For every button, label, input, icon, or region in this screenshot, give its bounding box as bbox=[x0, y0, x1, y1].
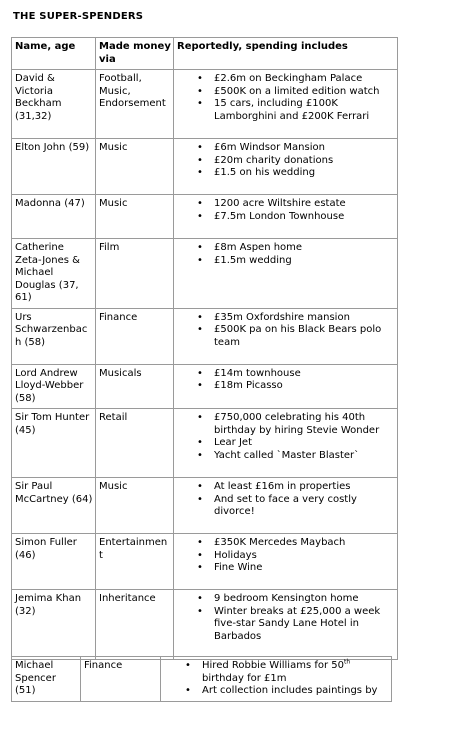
page-title: THE SUPER-SPENDERS bbox=[13, 11, 144, 22]
spending-list bbox=[177, 481, 395, 519]
spending-list bbox=[177, 368, 395, 393]
table-row bbox=[12, 239, 398, 309]
column-header-spending: Reportedly, spending includes bbox=[174, 38, 398, 70]
list-item: • 1200 acre Wiltshire estate bbox=[214, 198, 395, 211]
list-item: • Holidays bbox=[214, 550, 395, 563]
source-cell: Music bbox=[96, 478, 174, 534]
spending-cell bbox=[174, 308, 398, 364]
source-cell: Music bbox=[96, 195, 174, 239]
overflow-table bbox=[11, 656, 392, 702]
spending-cell bbox=[174, 409, 398, 478]
name-cell: Jemima Khan (32) bbox=[12, 590, 96, 660]
table-row bbox=[12, 139, 398, 195]
list-item: • £750,000 celebrating his 40th birthday by hiring Stevie Wonder bbox=[214, 412, 395, 437]
spending-list bbox=[177, 312, 395, 350]
source-cell: Football, Music, Endorsement bbox=[96, 70, 174, 139]
list-item: • Hired Robbie Williams for 50th birthday for £1m bbox=[202, 660, 389, 685]
name-cell: Michael Spencer (51) bbox=[12, 657, 81, 702]
spending-cell bbox=[174, 70, 398, 139]
list-item: • £18m Picasso bbox=[214, 380, 395, 393]
spending-cell bbox=[174, 590, 398, 660]
spending-cell bbox=[161, 657, 392, 702]
table-row bbox=[12, 534, 398, 590]
spending-list bbox=[177, 142, 395, 180]
list-item: • And set to face a very costly divorce! bbox=[214, 494, 395, 519]
spending-list bbox=[177, 593, 395, 643]
spending-cell bbox=[174, 478, 398, 534]
name-cell: Catherine Zeta-Jones & Michael Douglas (37, 61) bbox=[12, 239, 96, 309]
list-item: • £1.5m wedding bbox=[214, 255, 395, 268]
name-cell: Urs Schwarzenbach (58) bbox=[12, 308, 96, 364]
list-item: • £7.5m London Townhouse bbox=[214, 211, 395, 224]
source-cell: Entertainment bbox=[96, 534, 174, 590]
table-row bbox=[12, 70, 398, 139]
spending-cell bbox=[174, 534, 398, 590]
list-item: • Winter breaks at £25,000 a week five-star Sandy Lane Hotel in Barbados bbox=[214, 606, 395, 644]
name-cell: Lord Andrew Lloyd-Webber (58) bbox=[12, 364, 96, 409]
spending-cell bbox=[174, 195, 398, 239]
name-cell: Sir Tom Hunter (45) bbox=[12, 409, 96, 478]
list-item: • £2.6m on Beckingham Palace bbox=[214, 73, 395, 86]
super-spenders-table bbox=[11, 37, 398, 660]
spending-list bbox=[177, 242, 395, 267]
list-item: • Yacht called `Master Blaster` bbox=[214, 450, 395, 463]
column-header-name: Name, age bbox=[12, 38, 96, 70]
list-item: • £500K pa on his Black Bears polo team bbox=[214, 324, 395, 349]
name-cell: Sir Paul McCartney (64) bbox=[12, 478, 96, 534]
spending-cell bbox=[174, 364, 398, 409]
spending-list bbox=[177, 412, 395, 462]
table-row bbox=[12, 657, 392, 702]
list-item: • £20m charity donations bbox=[214, 155, 395, 168]
name-cell: Elton John (59) bbox=[12, 139, 96, 195]
list-item: • Lear Jet bbox=[214, 437, 395, 450]
table-row bbox=[12, 308, 398, 364]
list-item: • £350K Mercedes Maybach bbox=[214, 537, 395, 550]
table-row bbox=[12, 409, 398, 478]
list-item: • £500K on a limited edition watch bbox=[214, 86, 395, 99]
name-cell: Madonna (47) bbox=[12, 195, 96, 239]
source-cell: Film bbox=[96, 239, 174, 309]
spending-cell bbox=[174, 139, 398, 195]
source-cell: Retail bbox=[96, 409, 174, 478]
spending-list bbox=[177, 198, 395, 223]
table-row bbox=[12, 195, 398, 239]
source-cell: Inheritance bbox=[96, 590, 174, 660]
source-cell: Musicals bbox=[96, 364, 174, 409]
list-item: • £6m Windsor Mansion bbox=[214, 142, 395, 155]
source-cell: Finance bbox=[96, 308, 174, 364]
list-item: • £8m Aspen home bbox=[214, 242, 395, 255]
list-item: • £14m townhouse bbox=[214, 368, 395, 381]
table-row bbox=[12, 478, 398, 534]
spending-list bbox=[177, 537, 395, 575]
list-item: • Fine Wine bbox=[214, 562, 395, 575]
column-header-source: Made money via bbox=[96, 38, 174, 70]
source-cell: Music bbox=[96, 139, 174, 195]
list-item: • £1.5 on his wedding bbox=[214, 167, 395, 180]
table-header-row bbox=[12, 38, 398, 70]
list-item: • 15 cars, including £100K Lamborghini and £200K Ferrari bbox=[214, 98, 395, 123]
spending-list bbox=[164, 660, 389, 698]
list-item: • £35m Oxfordshire mansion bbox=[214, 312, 395, 325]
list-item: • At least £16m in properties bbox=[214, 481, 395, 494]
list-item: • 9 bedroom Kensington home bbox=[214, 593, 395, 606]
table-row bbox=[12, 364, 398, 409]
source-cell: Finance bbox=[81, 657, 161, 702]
table-row bbox=[12, 590, 398, 660]
spending-cell bbox=[174, 239, 398, 309]
name-cell: Simon Fuller (46) bbox=[12, 534, 96, 590]
name-cell: David & Victoria Beckham (31,32) bbox=[12, 70, 96, 139]
spending-list bbox=[177, 73, 395, 123]
list-item: • Art collection includes paintings by bbox=[202, 685, 389, 698]
